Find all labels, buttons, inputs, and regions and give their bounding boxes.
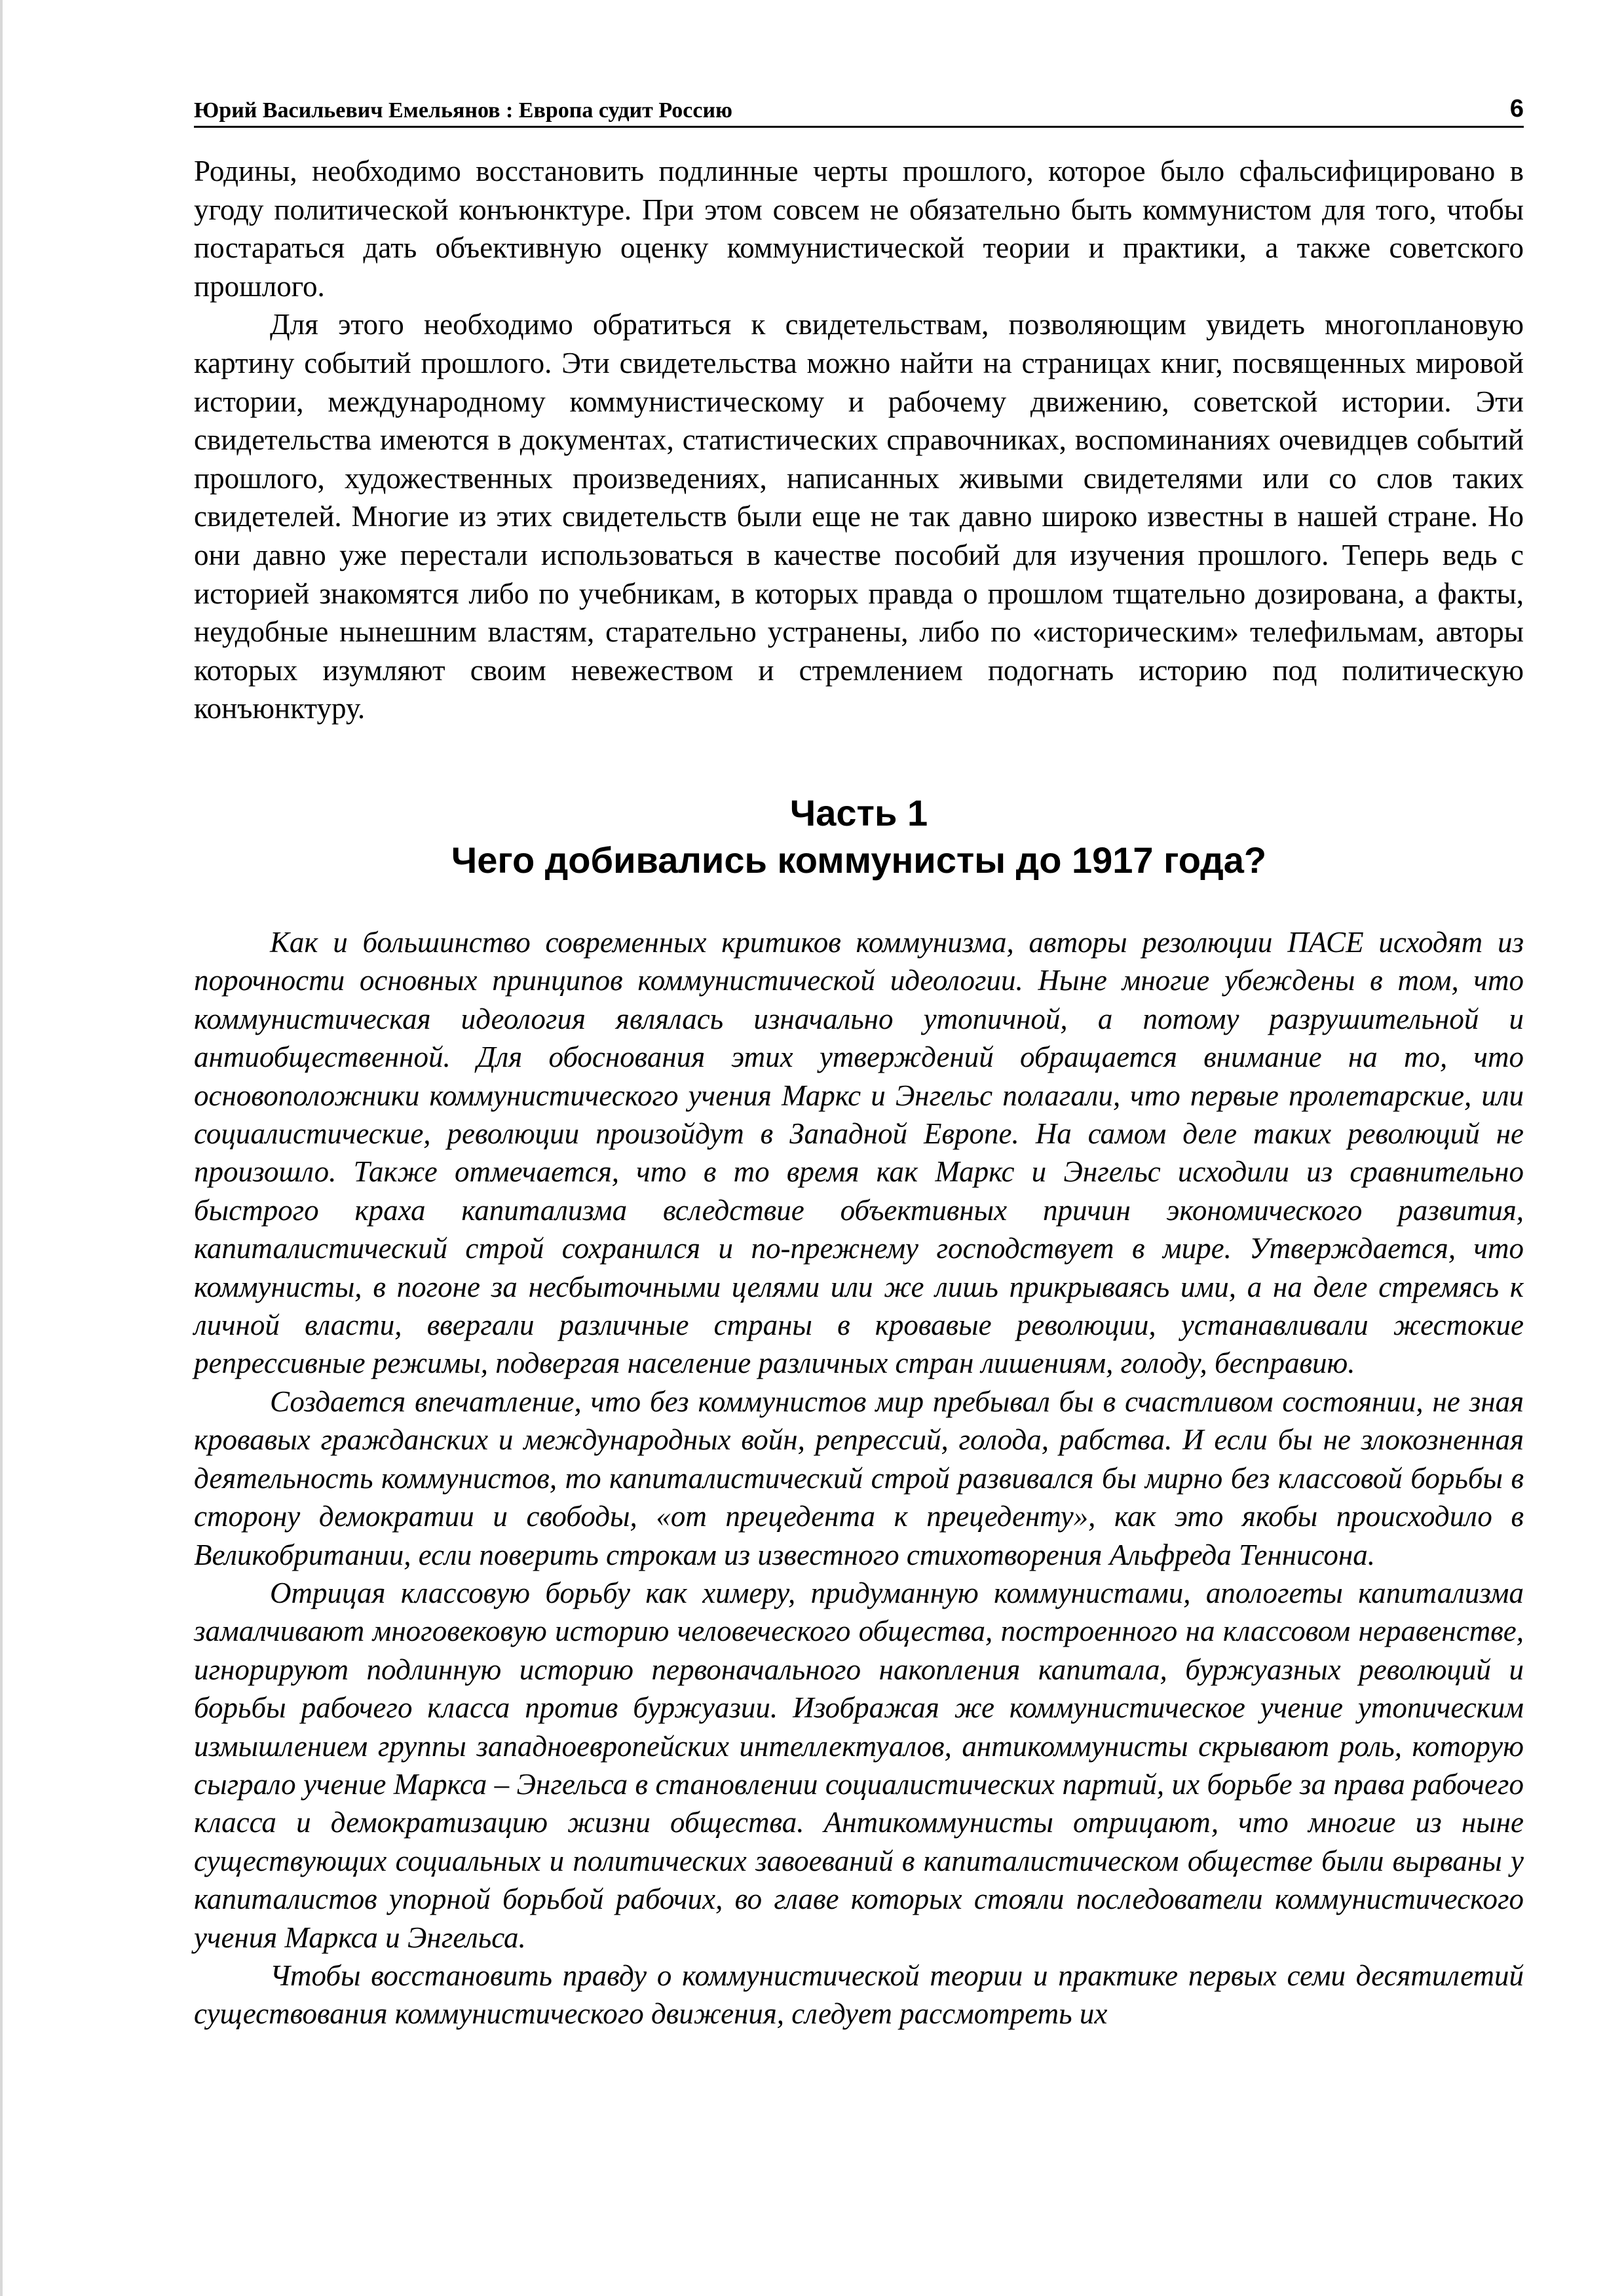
body-paragraph-2: Для этого необходимо обратиться к свидетельствам, позволяющим увидеть многоплановую картину событий прошлого. Эти свидетельства можно найти на страницах книг, посвященных мировой истории, международному коммунистическому и рабочему движению, советской истории. Эти свидетельства имеются в документах, статистических справочниках, воспоминаниях очевидцев событий прошлого, художественных произведениях, написанных живыми свидетелями или со слов таких свидетелей. Многие из этих свидетельств были еще не так давно широко известны в нашей стране. Но они давно уже перестали использоваться в качестве пособий для изучения прошлого. Теперь ведь с историей знакомятся либо по учебникам, в которых правда о прошлом тщательно дозирована, а факты, неудобные нынешним властям, старательно устранены, либо по «историческим» телефильмам, авторы которых изумляют своим невежеством и стремлением подогнать историю под политическую конъюнктуру. (194, 308, 1524, 725)
running-title: Юрий Васильевич Емельянов : Европа судит Россию (194, 98, 733, 123)
section-heading (194, 790, 1524, 884)
section-title: Чего добивались коммунисты до 1917 года? (451, 839, 1267, 881)
running-header (194, 92, 1524, 128)
body-text (194, 152, 1524, 728)
part-label: Часть 1 (789, 792, 928, 833)
page-number: 6 (1509, 95, 1524, 123)
section-paragraph-2: Создается впечатление, что без коммунистов мир пребывал бы в счастливом состоянии, не зная кровавых гражданских и международных войн, репрессий, голода, рабства. И если бы не злокозненная деятельность коммунистов, то капиталистический строй развивался бы мирно без классовой борьбы в сторону демократии и свободы, «от прецедента к прецеденту», как это якобы происходило в Великобритании, если поверить строкам из известного стихотворения Альфреда Теннисона. (194, 1385, 1524, 1571)
section-paragraph-3: Отрицая классовую борьбу как химеру, придуманную коммунистами, апологеты капитализма замалчивают многовековую историю человеческого общества, построенного на классовом неравенстве, игнорируют подлинную историю первоначального накопления капитала, буржуазных революций и борьбы рабочего класса против буржуазии. Изображая же коммунистическое учение утопическим измышлением группы западноевропейских интеллектуалов, антикоммунисты скрывают роль, которую сыграло учение Маркса – Энгельса в становлении социалистических партий, их борьбе за права рабочего класса и демократизацию жизни общества. Антикоммунисты отрицают, что многие из ныне существующих социальных и политических завоеваний в капиталистическом обществе были вырваны у капиталистов упорной борьбой рабочих, во главе которых стояли последователи коммунистического учения Маркса и Энгельса. (194, 1576, 1524, 1954)
body-paragraph-1: Родины, необходимо восстановить подлинные черты прошлого, которое было сфальсифицировано в угоду политической конъюнктуре. При этом совсем не обязательно быть коммунистом для того, чтобы постараться дать объективную оценку коммунистической теории и практики, а также советского прошлого. (194, 155, 1524, 303)
section-text (194, 923, 1524, 2033)
ink-bleed-shadow (0, 0, 3, 2296)
section-paragraph-1: Как и большинство современных критиков коммунизма, авторы резолюции ПАСЕ исходят из порочности основных принципов коммунистической идеологии. Ныне многие убеждены в том, что коммунистическая идеология являлась изначально утопичной, а потому разрушительной и антиобщественной. Для обоснования этих утверждений обращается внимание на то, что основоположники коммунистического учения Маркс и Энгельс полагали, что первые пролетарские, или социалистические, революции произойдут в Западной Европе. На самом деле таких революций не произошло. Также отмечается, что в то время как Маркс и Энгельс исходили из сравнительно быстрого краха капитализма вследствие объективных причин экономического развития, капиталистический строй сохранился и по-прежнему господствует в мире. Утверждается, что коммунисты, в погоне за несбыточными целями или же лишь прикрываясь ими, а на деле стремясь к личной власти, ввергали различные страны в кровавые революции, устанавливали жестокие репрессивные режимы, подвергая население различных стран лишениям, голоду, бесправию. (194, 926, 1524, 1380)
section-paragraph-4: Чтобы восстановить правду о коммунистической теории и практике первых семи десятилетий существования коммунистического движения, следует рассмотреть их (194, 1959, 1524, 2031)
